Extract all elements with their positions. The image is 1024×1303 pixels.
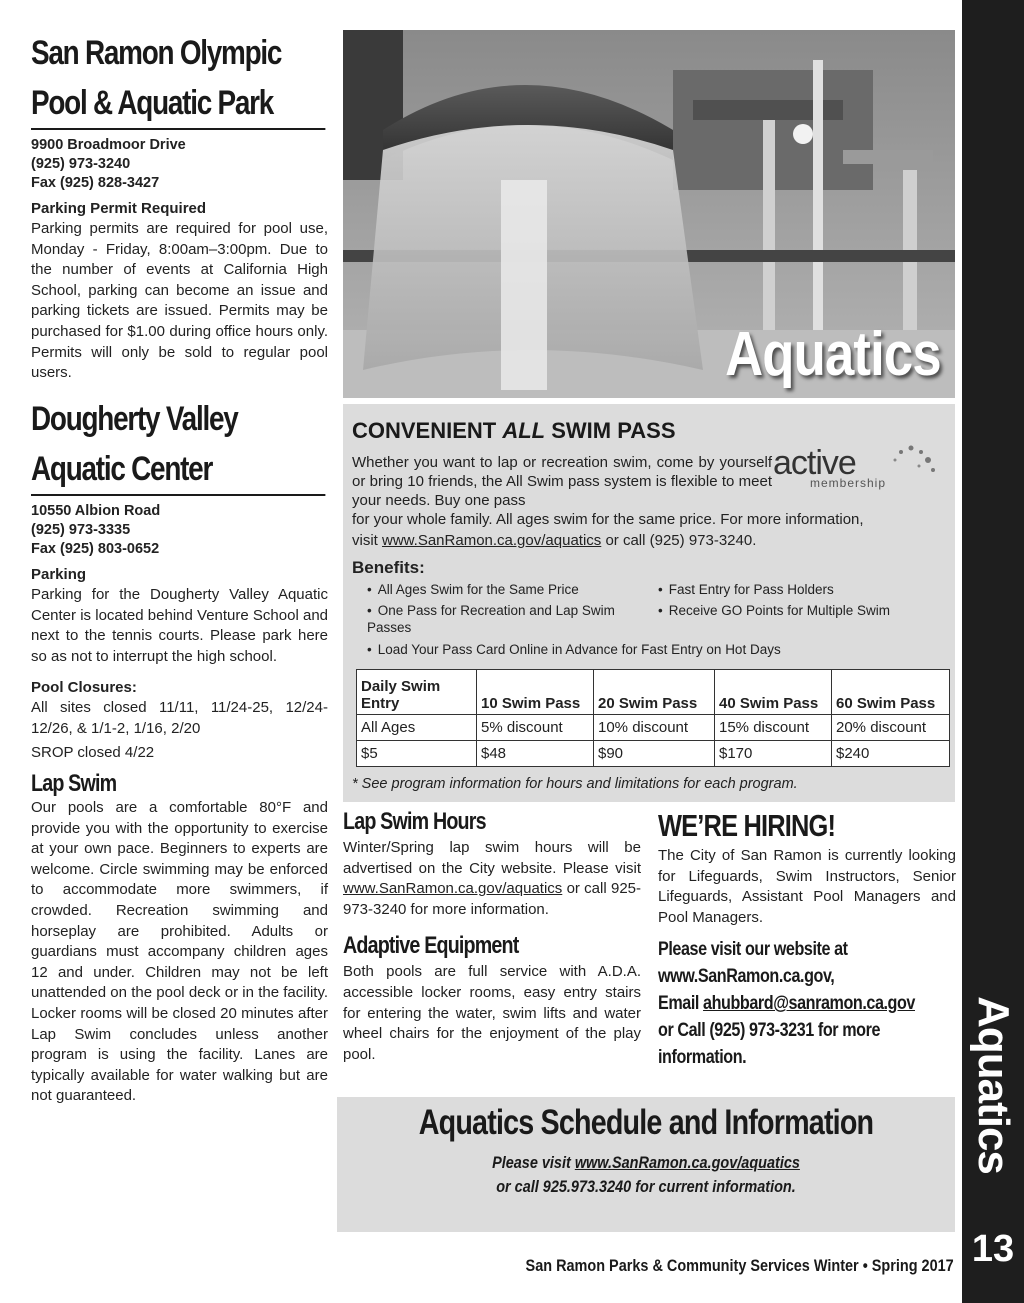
closures-section [31,672,328,764]
table-cell: $48 [477,741,594,767]
table-cell: $170 [715,741,832,767]
schedule-title: Aquatics Schedule and Information [418,1103,874,1142]
table-cell: $240 [832,741,950,767]
lap-swim-hours-text: Winter/Spring lap swim hours will be advertised on the City website. Please visit www.SanRamon.ca.gov/aquatics or call 925-973-3240 for more information. [343,839,641,918]
table-cell: 10% discount [594,715,715,741]
swim-pass-visit-line: visit www.SanRamon.ca.gov/aquatics or call (925) 973-3240. [352,532,757,549]
dougherty-parking-heading: Parking [31,566,87,583]
closures-text: All sites closed 11/11, 11/24-25, 12/24-12/26, & 1/1-2, 1/16, 2/20 [31,699,328,737]
lap-hours-adaptive-column [343,808,641,1065]
page-footer: San Ramon Parks & Community Services Winter • Spring 2017 [525,1256,954,1275]
table-header: 60 Swim Pass [832,670,950,715]
table-cell: All Ages [357,715,477,741]
swim-pass-intro-cont: for your whole family. All ages swim for the same price. For more information, [352,511,864,528]
active-membership-logo [773,442,948,497]
table-cell: 5% discount [477,715,594,741]
dougherty-title-line1: Dougherty Valley [31,400,238,438]
benefit-item: • Fast Entry for Pass Holders [658,581,834,598]
dougherty-fax: Fax (925) 803-0652 [31,541,160,557]
dougherty-address: 10550 Albion Road [31,503,161,519]
table-header: 40 Swim Pass [715,670,832,715]
hiring-info-line: information. [658,1047,747,1069]
olympic-section [31,28,328,384]
dougherty-title-line2: Aquatic Center [31,444,326,496]
dougherty-parking-text: Parking for the Dougherty Valley Aquatic Center is located behind Venture School and next to the tennis courts. Please park here so as not to interrupt the high school. [31,586,328,665]
hiring-heading: WE’RE HIRING! [658,808,836,843]
hiring-website: www.SanRamon.ca.gov, [658,966,835,988]
table-header-row [357,670,950,715]
hiring-call-line: or Call (925) 973-3231 for more [658,1020,881,1042]
olympic-phone: (925) 973-3240 [31,156,131,172]
table-cell: $5 [357,741,477,767]
parking-permit-text: Parking permits are required for pool use, Monday - Friday, 8:00am–3:00pm. Due to the number of events at California High School, parking can become an issue and parking tickets are issued. Permits may be purchased for $1.00 during office hours only. Permits will only be sold to regular pool users. [31,220,328,382]
srop-closed: SROP closed 4/22 [31,744,155,762]
schedule-box [337,1097,955,1232]
swim-pass-title: CONVENIENT ALL SWIM PASS [352,418,676,443]
benefit-item: • One Pass for Recreation and Lap Swim Passes [367,602,637,636]
parking-permit-heading: Parking Permit Required [31,200,207,217]
olympic-title-line2: Pool & Aquatic Park [31,78,326,130]
side-section-title: Aquatics [969,996,1018,1174]
hiring-email-line: Email ahubbard@sanramon.ca.gov [658,993,916,1015]
logo-subword: membership [810,476,887,490]
hiring-text: The City of San Ramon is currently looking for Lifeguards, Swim Instructors, Senior Lifeguards, Assistant Pool Managers and Pool Managers. [658,847,956,926]
dougherty-phone: (925) 973-3335 [31,522,131,538]
benefits-heading: Benefits: [352,558,425,577]
dougherty-section [31,394,328,667]
table-cell: 20% discount [832,715,950,741]
olympic-address: 9900 Broadmoor Drive [31,137,186,153]
schedule-visit-line: Please visit www.SanRamon.ca.gov/aquatics [492,1153,800,1172]
swim-pass-box [343,404,955,802]
table-row [357,715,950,741]
aquatics-link[interactable]: www.SanRamon.ca.gov/aquatics [382,532,602,549]
water-park-photo [343,30,955,398]
closures-heading: Pool Closures: [31,679,137,696]
schedule-link[interactable]: www.SanRamon.ca.gov/aquatics [574,1153,800,1172]
table-row [357,741,950,767]
pass-pricing-table [356,669,950,767]
schedule-call-line: or call 925.973.3240 for current information. [496,1177,796,1196]
adaptive-equipment-heading: Adaptive Equipment [343,932,519,960]
olympic-fax: Fax (925) 828-3427 [31,175,160,191]
hiring-email-link[interactable]: ahubbard@sanramon.ca.gov [703,993,916,1015]
table-cell: 15% discount [715,715,832,741]
photo-label: Aquatics [725,320,941,389]
olympic-title-line1: San Ramon Olympic [31,34,282,72]
table-header: Daily Swim Entry [357,670,477,715]
lap-swim-hours-heading: Lap Swim Hours [343,808,486,835]
benefit-item: • Receive GO Points for Multiple Swim [658,602,890,619]
hiring-column [658,808,956,1071]
table-header: 10 Swim Pass [477,670,594,715]
logo-word: active [773,444,856,482]
table-cell: $90 [594,741,715,767]
program-note: * See program information for hours and limitations for each program. [352,776,798,792]
benefit-item: • All Ages Swim for the Same Price [367,581,579,598]
lap-swim-heading: Lap Swim [31,770,117,797]
adaptive-equipment-text: Both pools are full service with A.D.A. accessible locker rooms, easy entry stairs for entering the water, swim lifts and water wheel chairs for the enjoyment of the play pool. [343,963,641,1063]
lap-swim-section [31,770,328,1107]
swim-pass-intro: Whether you want to lap or recreation swim, come by yourself or bring 10 friends, the All Swim pass system is flexible to meet your needs. Buy one pass [352,454,772,509]
lap-swim-text: Our pools are a comfortable 80°F and provide you with the opportunity to exercise at your own pace. Beginners to experts are welcome. Circle swimming may be enforced to accommodate more swimmers, if crowded. Recreation swimming and horseplay are prohibited. Adults or guardians must accompany children ages 12 and under. Children may not be left unattended on the pool deck or in the facility. Locker rooms will be closed 20 minutes after Lap Swim concludes unless another program is using the facility. Lanes are typically available for water walking but are not guaranteed. [31,799,328,1105]
table-header: 20 Swim Pass [594,670,715,715]
page-number: 13 [971,1228,1015,1270]
lap-hours-link[interactable]: www.SanRamon.ca.gov/aquatics [343,880,563,898]
benefit-item: • Load Your Pass Card Online in Advance for Fast Entry on Hot Days [367,641,781,658]
hiring-visit-line: Please visit our website at [658,939,848,961]
